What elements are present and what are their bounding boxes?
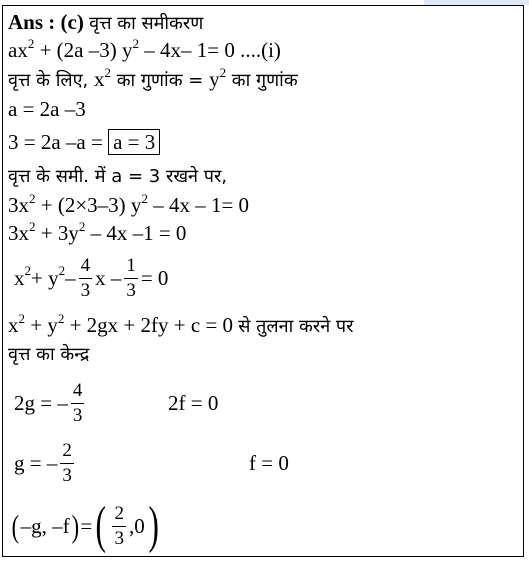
solve-a: 3 = 2a –a = a = 3 (8, 130, 160, 154)
answer-heading (8, 10, 203, 36)
equation-i: $ax^2 + (2a$ –3) $y^2 - 4x-$ 1= 0 ....(i) (8, 36, 281, 62)
center-result: ( –g, –f ) = ( $\frac{2}{3}$ ,0 ) (11, 497, 159, 554)
substitution-text: वृत्त के समी. में a = 3 रखने पर, (8, 166, 228, 187)
left-big-paren: ( (95, 497, 107, 554)
two-g-row: 2g = – $\frac{4}{3}$ (14, 379, 83, 426)
simplified-equation: $3x^2 + 3y^2 - 4x$ –1 = 0 (8, 219, 187, 245)
substituted-equation: $3x^2 + (2\times 3-3)$ $y^2 - 4x - 1= 0$ (8, 191, 250, 217)
answer-label: Ans : (c) (8, 10, 84, 34)
right-paren: ) (71, 508, 79, 544)
general-circle-comparison: $x^2 + y^2 + 2gx + 2fy + c = 0$ से तुलना करने पर (8, 311, 354, 337)
answer-title: वृत्त का समीकरण (89, 13, 204, 34)
boxed-result: a = 3 (108, 129, 160, 155)
g-row: g = – $\frac{2}{3}$ (14, 439, 72, 486)
center-heading: वृत्त का केन्द्र (8, 344, 90, 365)
fraction-two-thirds-g: $\frac{2}{3}$ (62, 439, 72, 486)
fraction-one-third: $\frac{1}{3}$ (126, 254, 136, 301)
normalized-equation: x $^2$ + y $^2$ – $\frac{4}{3}$ x – $\frac{1}{3}$ = 0 (14, 254, 169, 301)
equation-a: a = 2a –3 (8, 97, 86, 121)
right-big-paren: ) (148, 497, 159, 554)
fraction-two-thirds-center: $\frac{2}{3}$ (114, 502, 124, 549)
f-value: f = 0 (249, 451, 289, 475)
left-paren: ( (11, 508, 20, 544)
fraction-four-thirds: $\frac{4}{3}$ (80, 254, 91, 301)
two-f-value: 2f = 0 (168, 391, 219, 415)
fraction-four-thirds-g: $\frac{4}{3}$ (72, 379, 83, 426)
coefficient-condition: वृत्त के लिए, $x^2$ का गुणांक = $y^2$ का गुणांक (8, 65, 298, 91)
